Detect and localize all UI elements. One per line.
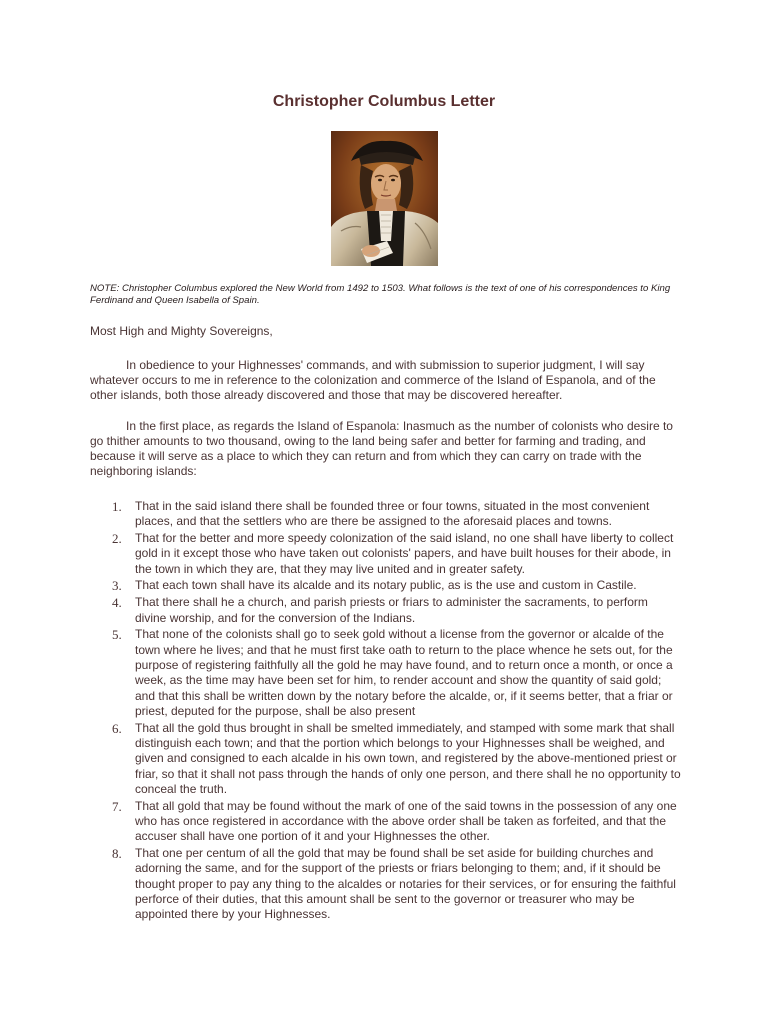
columbus-portrait xyxy=(331,131,438,266)
salutation: Most High and Mighty Sovereigns, xyxy=(90,324,273,338)
page-title: Christopher Columbus Letter xyxy=(272,93,496,110)
list-item-number: 8. xyxy=(112,846,122,862)
list-item xyxy=(107,578,682,593)
list-item xyxy=(107,799,682,845)
list-item-text: That all the gold thus brought in shall be smelted immediately, and stamped with some mark that shall distinguish each town; and that the portion which belongs to your Highnesses shall be weighed, and given and consigned to each alcalde in his own town, and registered by the above-mentioned priest or friar, so that it shall not pass through the hands of only one person, and there shall he no opportunity to conceal the truth. xyxy=(135,720,681,796)
list-item xyxy=(107,531,682,577)
list-item xyxy=(107,846,682,922)
paragraph: In obedience to your Highnesses' commands, and with submission to superior judgment, I will say whatever occurs to me in reference to the colonization and commerce of the Island of Espanola, and of the other islands, both those already discovered and those that may be discovered hereafter. xyxy=(90,358,656,402)
list-item xyxy=(107,627,682,719)
list-item-text: That for the better and more speedy colonization of the said island, no one shall have liberty to collect gold in it except those who have taken out colonists' papers, and have built houses for their abode, in the town in which they are, that they may live united and in greater safety. xyxy=(135,531,674,576)
list-item xyxy=(107,595,682,626)
list-item xyxy=(107,499,682,530)
intro-note: NOTE: Christopher Columbus explored the New World from 1492 to 1503. What follows is the text of one of his correspondences to King Ferdinand and Queen Isabella of Spain. xyxy=(90,283,671,306)
list-item xyxy=(107,721,682,797)
portrait-image xyxy=(331,131,438,266)
list-item-number: 4. xyxy=(112,595,122,611)
list-item-number: 7. xyxy=(112,798,122,814)
paragraph: In the first place, as regards the Island of Espanola: Inasmuch as the number of colonists who desire to go thither amounts to two thousand, owing to the land being safer and better for farming and trading, and because it will serve as a place to which they can return and from which they can carry on trade with the neighboring islands: xyxy=(90,419,673,478)
list-item-text: That one per centum of all the gold that may be found shall be set aside for building churches and adorning the same, and for the support of the priests or friars belonging to them; and, if it should be thought proper to pay any thing to the alcaldes or notaries for their services, or for ensuring the faithful perforce of their duties, that this amount shall be sent to the governor or treasurer who may be appointed there by your Highnesses. xyxy=(135,846,676,922)
list-item-number: 3. xyxy=(112,578,122,594)
list-item-number: 6. xyxy=(112,720,122,736)
list-item-text: That none of the colonists shall go to seek gold without a license from the governor or alcalde of the town where he lives; and that he must first take oath to return to the place whence he sets out, for the purpose of registering faithfully all the gold he may have found, and to return once a month, or once a week, as the time may have been set for him, to render account and show the quantity of said gold; and that this shall be written down by the notary before the alcalde, or, if it seems better, that a friar or priest, deputed for the purpose, shall be also present xyxy=(135,627,673,718)
list-item-text: That all gold that may be found without the mark of one of the said towns in the possession of any one who has once registered in accordance with the above order shall be taken as forfeited, and that the accuser shall have one portion of it and your Highnesses the other. xyxy=(135,798,677,844)
list-item-number: 1. xyxy=(112,499,122,514)
list-item-number: 2. xyxy=(112,531,122,547)
list-item-text: That in the said island there shall be founded three or four towns, situated in the most convenient places, and that the settlers who are there be assigned to the aforesaid places and towns. xyxy=(135,499,650,529)
list-item-text: That each town shall have its alcalde and its notary public, as is the use and custom in Castile. xyxy=(135,578,637,593)
list-item-text: That there shall he a church, and parish priests or friars to administer the sacraments, to perform divine worship, and for the conversion of the Indians. xyxy=(135,595,648,625)
numbered-list xyxy=(107,499,682,924)
list-item-number: 5. xyxy=(112,627,122,643)
